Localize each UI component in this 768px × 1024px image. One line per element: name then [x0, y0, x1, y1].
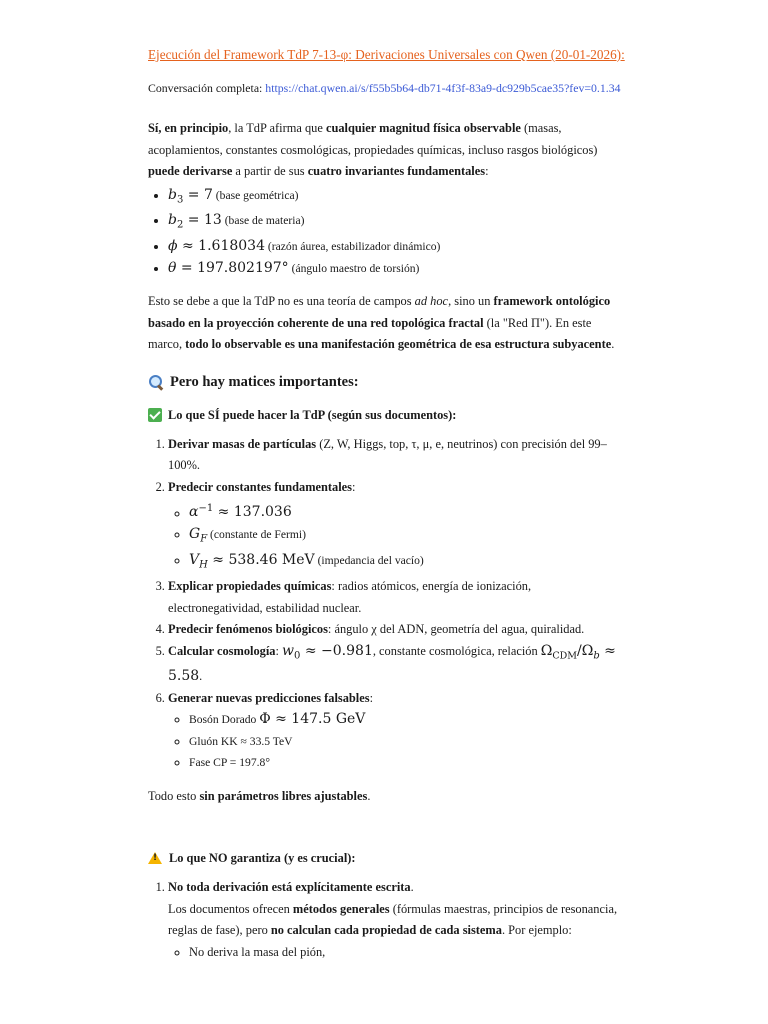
vh-value: ≈ 538.46 MeV [207, 552, 315, 569]
sublist-item [189, 752, 628, 774]
conversation-label: Conversación completa: [148, 80, 263, 95]
invariant-value: = 13 [183, 212, 222, 229]
invariant-symbol: b [168, 212, 177, 229]
fermi-symbol: G [189, 526, 201, 543]
item-text: (Z, W, Higgs, top, τ, μ, e, neutrinos) con precisión del 99–100%. [168, 436, 607, 473]
sublist-item [189, 709, 628, 731]
intro-si: Sí, en principio [148, 121, 229, 135]
omega-cdm-subscript: CDM [552, 649, 577, 661]
intro-bold-3: cuatro invariantes fundamentales [307, 164, 486, 178]
conversation-url-link[interactable]: https://chat.qwen.ai/s/f55b5b64-db71-4f3f-83a9-dc929b5cae35?fev=0.1.34 [265, 80, 621, 95]
invariant-item [168, 236, 628, 258]
invariant-value: = 7 [183, 186, 213, 203]
predictions-sublist [168, 709, 628, 774]
expl-text-2: (fórmulas maestras, principios de resonancia, reglas de fase), pero [168, 901, 618, 938]
invariants-list [148, 185, 628, 280]
can-heading-text: Lo que SÍ puede hacer la TdP (según sus documentos): [168, 407, 457, 422]
can-heading [148, 404, 628, 426]
item-text: . [410, 880, 414, 895]
invariant-description: (razón áurea, estabilizador dinámico) [264, 240, 441, 254]
invariant-item [168, 210, 628, 236]
para2-text-4: . [611, 337, 615, 352]
omega-slash: /Ω [577, 642, 594, 659]
can-list [148, 434, 628, 774]
summary-text-1: Todo esto [148, 788, 200, 803]
summary-bold: sin parámetros libres ajustables [199, 788, 368, 803]
invariant-value: ≈ 1.618034 [177, 238, 265, 255]
para2-text-2: , sino un [448, 294, 494, 309]
expl-text-3: . Por ejemplo: [501, 923, 572, 938]
invariant-value: = 197.802197° [176, 259, 289, 276]
sublist-item [189, 524, 628, 550]
omega-symbol: Ω [540, 642, 553, 659]
document-body [148, 44, 628, 963]
sublist-item [189, 942, 628, 964]
vh-subscript: H [199, 559, 208, 571]
framework-paragraph [148, 291, 628, 356]
sublist-item [189, 550, 628, 576]
cannot-heading-text: Lo que NO garantiza (y es crucial): [169, 851, 356, 866]
invariant-symbol: θ [168, 259, 177, 276]
w0-value: ≈ −0.981 [300, 642, 373, 659]
para2-bold-1: framework ontológico basado en la proyección coherente de una red topológica fractal [148, 294, 611, 330]
cannot-heading [148, 847, 628, 869]
intro-text-4: : [485, 164, 489, 178]
alpha-symbol: α [189, 504, 199, 521]
item-text: : [369, 690, 374, 705]
cp-phase: Fase CP = 197.8° [189, 756, 270, 770]
alpha-value: ≈ 137.036 [213, 504, 292, 521]
summary-paragraph [148, 786, 628, 808]
item-text: , constante cosmológica, relación [372, 643, 541, 658]
list-item [168, 434, 628, 477]
list-item [168, 641, 628, 688]
expl-text-1: Los documentos ofrecen [168, 901, 293, 916]
intro-paragraph [148, 118, 628, 183]
conversation-line [148, 78, 628, 100]
item-bold: Calcular cosmología [168, 643, 276, 658]
list-item [168, 688, 628, 774]
warning-icon [148, 852, 162, 864]
omega-b-subscript: b [593, 649, 600, 661]
intro-bold-2: puede derivarse [148, 164, 233, 178]
item-text: : [352, 479, 356, 494]
item-bold: Predecir constantes fundamentales [168, 479, 353, 494]
check-mark-icon [148, 408, 162, 422]
golden-boson-value: Φ ≈ 147.5 GeV [259, 711, 366, 728]
item-text: . [199, 669, 203, 684]
invariant-item [168, 258, 628, 280]
w0-subscript: 0 [294, 649, 301, 661]
intro-text-1: , la TdP afirma que [228, 121, 326, 135]
invariant-symbol: ϕ [168, 238, 178, 255]
section-heading-text: Pero hay matices importantes: [170, 373, 359, 390]
w0-symbol: w [282, 642, 295, 659]
item-text: : radios atómicos, energía de ionización, electronegatividad, estabilidad nuclear. [168, 579, 532, 615]
cannot-explanation [168, 899, 628, 942]
magnifier-icon [148, 374, 164, 390]
item-bold: No toda derivación está explícitamente escrita [168, 880, 411, 895]
item-bold: Generar nuevas predicciones falsables [168, 690, 370, 705]
invariant-description: (ángulo maestro de torsión) [288, 261, 420, 275]
sublist-item [189, 498, 628, 524]
item-text: : ángulo χ del ADN, geometría del agua, quiralidad. [327, 622, 585, 636]
examples-sublist [168, 942, 628, 964]
vh-description: (impedancia del vacío) [314, 554, 424, 568]
item-bold: Explicar propiedades químicas [168, 579, 332, 593]
invariant-subscript: 3 [176, 193, 184, 205]
item-bold: Predecir fenómenos biológicos [168, 622, 328, 636]
summary-text-2: . [367, 788, 371, 803]
item-bold: Derivar masas de partículas [168, 436, 317, 451]
invariant-subscript: 2 [176, 219, 184, 231]
intro-text-2: (masas, acoplamientos, constantes cosmológicas, propiedades químicas, incluso rasgos biológicos) [148, 121, 598, 157]
invariant-symbol: b [168, 186, 177, 203]
document-title-link[interactable]: Ejecución del Framework TdP 7-13-φ: Derivaciones Universales con Qwen (20-01-2026): [148, 47, 625, 62]
list-item [168, 877, 628, 963]
invariant-item [168, 185, 628, 211]
invariant-description: (base geométrica) [212, 188, 299, 202]
para2-italic: ad hoc [414, 294, 449, 309]
intro-bold-1: cualquier magnitud física observable [325, 121, 521, 135]
list-item [168, 576, 628, 619]
para2-text-1: Esto se debe a que la TdP no es una teoría de campos [148, 294, 415, 309]
golden-boson-label: Bosón Dorado [189, 713, 260, 727]
alpha-superscript: −1 [198, 503, 214, 515]
invariant-description: (base de materia) [221, 214, 305, 228]
vh-symbol: V [189, 552, 200, 569]
constants-sublist [168, 498, 628, 576]
section-heading [148, 370, 628, 394]
para2-bold-2: todo lo observable es una manifestación geométrica de esa estructura subyacente [185, 337, 612, 352]
list-item [168, 477, 628, 576]
expl-bold-1: métodos generales [292, 901, 390, 916]
omega-ratio: ≈ 5.58 [168, 642, 616, 685]
intro-text-3: a partir de sus [232, 164, 308, 178]
item-text: : [275, 643, 283, 658]
para2-text-3: (la "Red Π"). En este marco, [148, 315, 592, 352]
expl-bold-2: no calculan cada propiedad de cada sistema [270, 923, 502, 938]
gluon-kk: Gluón KK ≈ 33.5 TeV [189, 734, 293, 748]
example-pion: No deriva la masa del pión, [189, 944, 326, 959]
sublist-item [189, 731, 628, 753]
cannot-list [148, 877, 628, 963]
fermi-description: (constante de Fermi) [207, 528, 306, 542]
fermi-subscript: F [200, 533, 208, 545]
list-item [168, 619, 628, 641]
